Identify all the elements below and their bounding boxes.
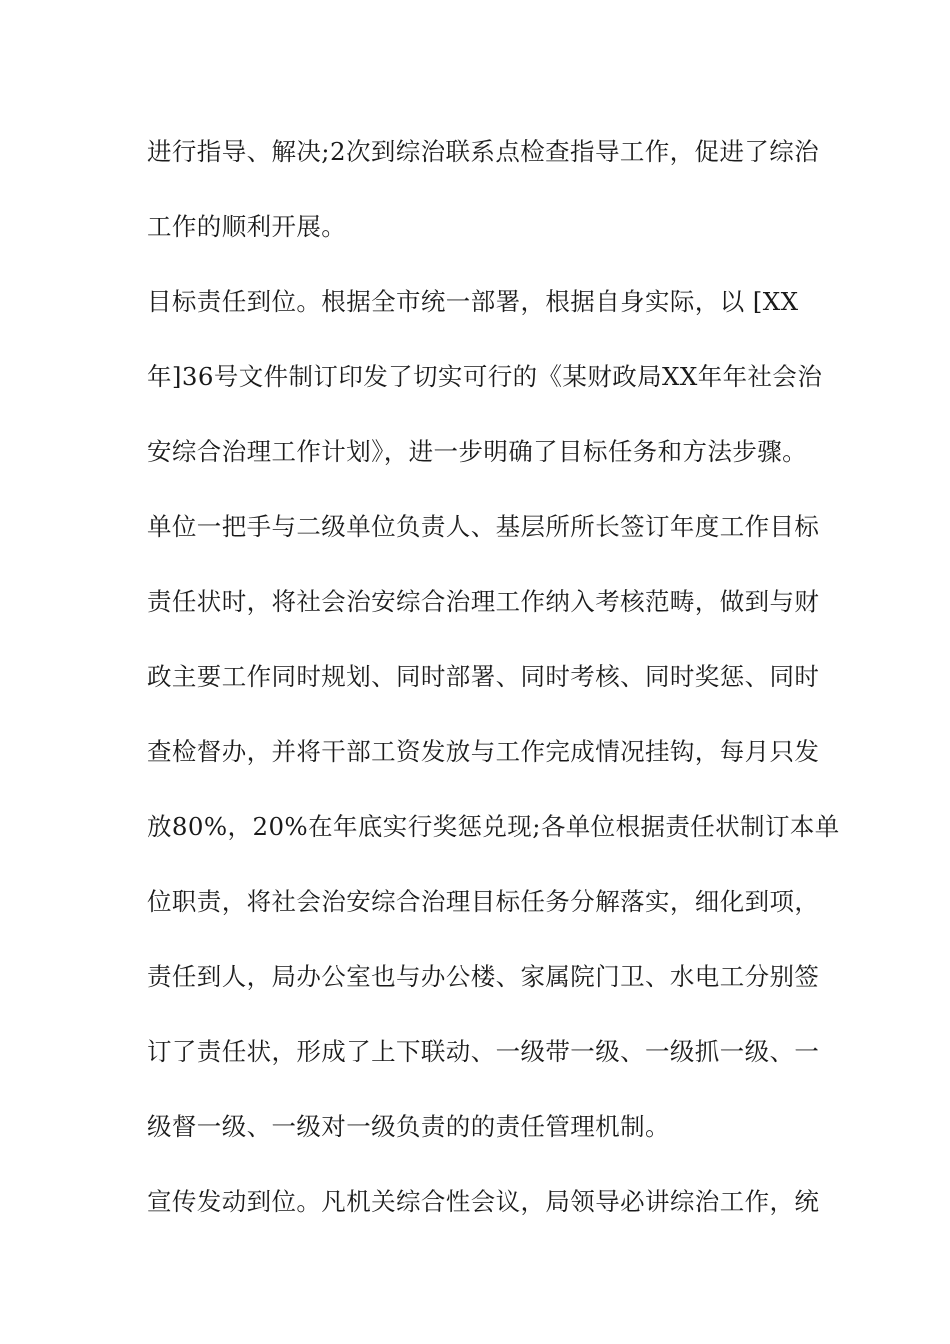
- text-line: 放80%，20%在年底实行奖惩兑现;各单位根据责任状制订本单: [147, 812, 840, 841]
- text-line: 单位一把手与二级单位负责人、基层所所长签订年度工作目标: [147, 512, 820, 541]
- text-line: 工作的顺利开展。: [147, 212, 347, 241]
- text-line: 年]36号文件制订印发了切实可行的《某财政局XX年年社会治: [147, 362, 823, 391]
- text-line: 查检督办，并将干部工资发放与工作完成情况挂钩，每月只发: [147, 737, 820, 766]
- text-line: 责任到人，局办公室也与办公楼、家属院门卫、水电工分别签: [147, 962, 820, 991]
- text-line: 责任状时，将社会治安综合治理工作纳入考核范畴，做到与财: [147, 587, 820, 616]
- text-line: 位职责，将社会治安综合治理目标任务分解落实，细化到项，: [147, 887, 820, 916]
- text-line: 进行指导、解决;2次到综治联系点检查指导工作，促进了综治: [147, 137, 820, 166]
- paragraph-heading-line: 目标责任到位。根据全市统一部署，根据自身实际，以 [XX: [147, 287, 799, 316]
- paragraph-heading-line: 宣传发动到位。凡机关综合性会议，局领导必讲综治工作，统: [147, 1187, 820, 1216]
- text-line: 安综合治理工作计划》，进一步明确了目标任务和方法步骤。: [147, 437, 808, 466]
- text-line: 级督一级、一级对一级负责的的责任管理机制。: [147, 1112, 670, 1141]
- text-line: 政主要工作同时规划、同时部署、同时考核、同时奖惩、同时: [147, 662, 820, 691]
- text-line: 订了责任状，形成了上下联动、一级带一级、一级抓一级、一: [147, 1037, 820, 1066]
